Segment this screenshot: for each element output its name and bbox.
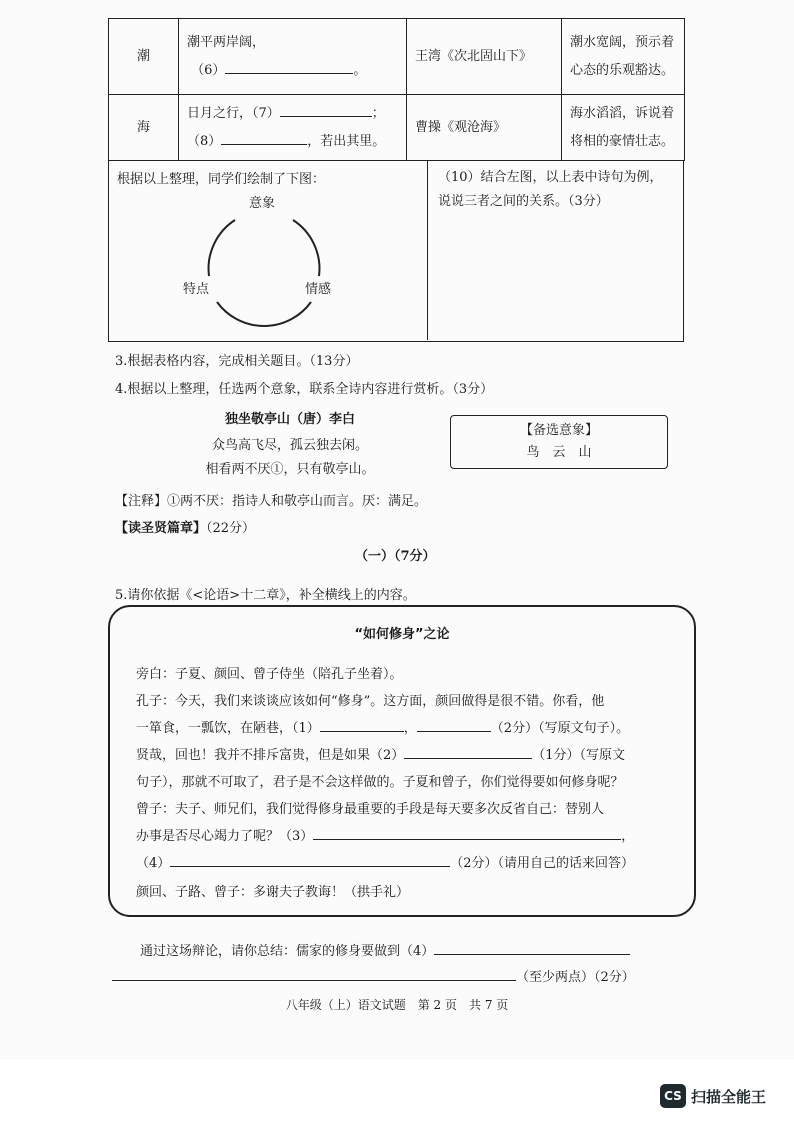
page-footer: 八年级（上）语文试题 第 2 页 共 7 页 <box>285 998 509 1012</box>
cs-logo-icon: CS <box>660 1084 686 1108</box>
poem-source-cell: 王湾《次北固山下》 <box>407 19 562 95</box>
answer-blank-4[interactable] <box>170 853 450 867</box>
question-3: 3.根据表格内容，完成相关题目。（13分） <box>115 354 359 369</box>
dialogue-title: “如何修身”之论 <box>354 627 450 642</box>
question-4: 4.根据以上整理，任选两个意象，联系全诗内容进行赏析。（3分） <box>115 382 494 397</box>
node-feature: 特点 <box>183 282 210 297</box>
dialogue-line: 旁白：子夏、颜回、曾子侍坐（陪孔子坐着）。 <box>136 667 403 682</box>
summary-line: （至少两点）（2分） <box>112 966 635 985</box>
poem-line: （6） 。 <box>187 57 398 85</box>
poem-block <box>190 408 390 482</box>
poem-line: 相看两不厌①，只有敬亭山。 <box>205 462 375 477</box>
answer-blank-8[interactable] <box>221 131 307 145</box>
poem-line: 众鸟高飞尽，孤云独去闲。 <box>211 438 368 453</box>
section-heading <box>115 517 255 536</box>
dialogue-line: 句子），那就不可取了，君子是不会这样做的。子夏和曾子，你们觉得要如何修身呢？ <box>136 775 624 790</box>
poem-title: 独坐敬亭山（唐）李白 <box>224 412 355 427</box>
answer-blank-1a[interactable] <box>320 718 404 732</box>
note-cell: 潮水宽阔，预示着心态的乐观豁达。 <box>562 19 685 95</box>
poem-line-cell <box>179 19 407 95</box>
scanner-watermark <box>660 1082 766 1110</box>
poem-line: （8） ，若出其里。 <box>187 128 398 156</box>
answer-blank-3[interactable] <box>313 826 621 840</box>
section-score: （22分） <box>206 521 256 536</box>
section-part: （一）（7分） <box>355 549 436 564</box>
image-cell: 潮 <box>109 19 179 95</box>
dialogue-box <box>108 605 696 917</box>
answer-blank-7[interactable] <box>280 103 372 117</box>
annotation: 【注释】①两不厌：指诗人和敬亭山而言。厌：满足。 <box>115 494 428 509</box>
poem-line: 潮平两岸阔， <box>187 34 266 50</box>
answer-blank-6[interactable] <box>225 60 353 74</box>
answer-blank-2[interactable] <box>404 745 532 759</box>
image-options-box <box>450 415 668 469</box>
answer-blank-summary-1[interactable] <box>434 941 630 955</box>
node-emotion: 情感 <box>305 282 332 297</box>
scanner-name: 扫描全能王 <box>691 1087 767 1106</box>
image-cell: 海 <box>109 95 179 161</box>
cycle-diagram <box>169 196 369 340</box>
section-title: 【读圣贤篇章】 <box>115 521 207 536</box>
table-row <box>109 95 685 161</box>
poem-table <box>108 18 685 161</box>
dialogue-line: （4） （2分）（请用自己的话来回答） <box>136 852 634 871</box>
answer-blank-summary-2[interactable] <box>112 967 516 981</box>
node-image: 意象 <box>249 196 276 211</box>
diagram-intro: 根据以上整理，同学们绘制了下图： <box>117 172 326 187</box>
note-cell: 海水滔滔，诉说着将相的豪情壮志。 <box>562 95 685 161</box>
poem-line-cell <box>179 95 407 161</box>
cycle-arcs <box>169 200 369 340</box>
diagram-box <box>108 160 684 342</box>
dialogue-line: 办事是否尽心竭力了呢？（3） ， <box>136 825 634 844</box>
dialogue-line: 贤哉，回也！我并不排斥富贵，但是如果（2） （1分）（写原文 <box>136 744 625 763</box>
dialogue-line: 曾子：夫子、师兄们，我们觉得修身最重要的手段是每天要多次反省自己：替别人 <box>136 802 605 817</box>
question-5: 5.请你依据《<论语>十二章》，补全横线上的内容。 <box>115 588 416 603</box>
dialogue-line: 颜回、子路、曾子：多谢夫子教诲！（拱手礼） <box>136 885 410 900</box>
poem-line: 日月之行，（7） ； <box>187 100 398 128</box>
summary-line: 通过这场辩论，请你总结：儒家的修身要做到（4） <box>140 940 630 959</box>
dialogue-line: 一箪食，一瓢饮，在陋巷，（1） ， （2分）（写原文句子）。 <box>136 717 629 736</box>
poem-source-cell: 曹操《观沧海》 <box>407 95 562 161</box>
dialogue-line: 孔子：今天，我们来谈谈应该如何“修身”。这方面，颜回做得是很不错。你看，他 <box>136 694 605 709</box>
image-options-items: 鸟 云 山 <box>526 445 592 460</box>
question-10: （10）结合左图，以上表中诗句为例，说说三者之间的关系。（3分） <box>438 170 663 209</box>
image-options-title: 【备选意象】 <box>519 423 598 438</box>
answer-blank-1b[interactable] <box>417 718 491 732</box>
table-row <box>109 19 685 95</box>
cycle-diagram-panel <box>109 160 428 340</box>
